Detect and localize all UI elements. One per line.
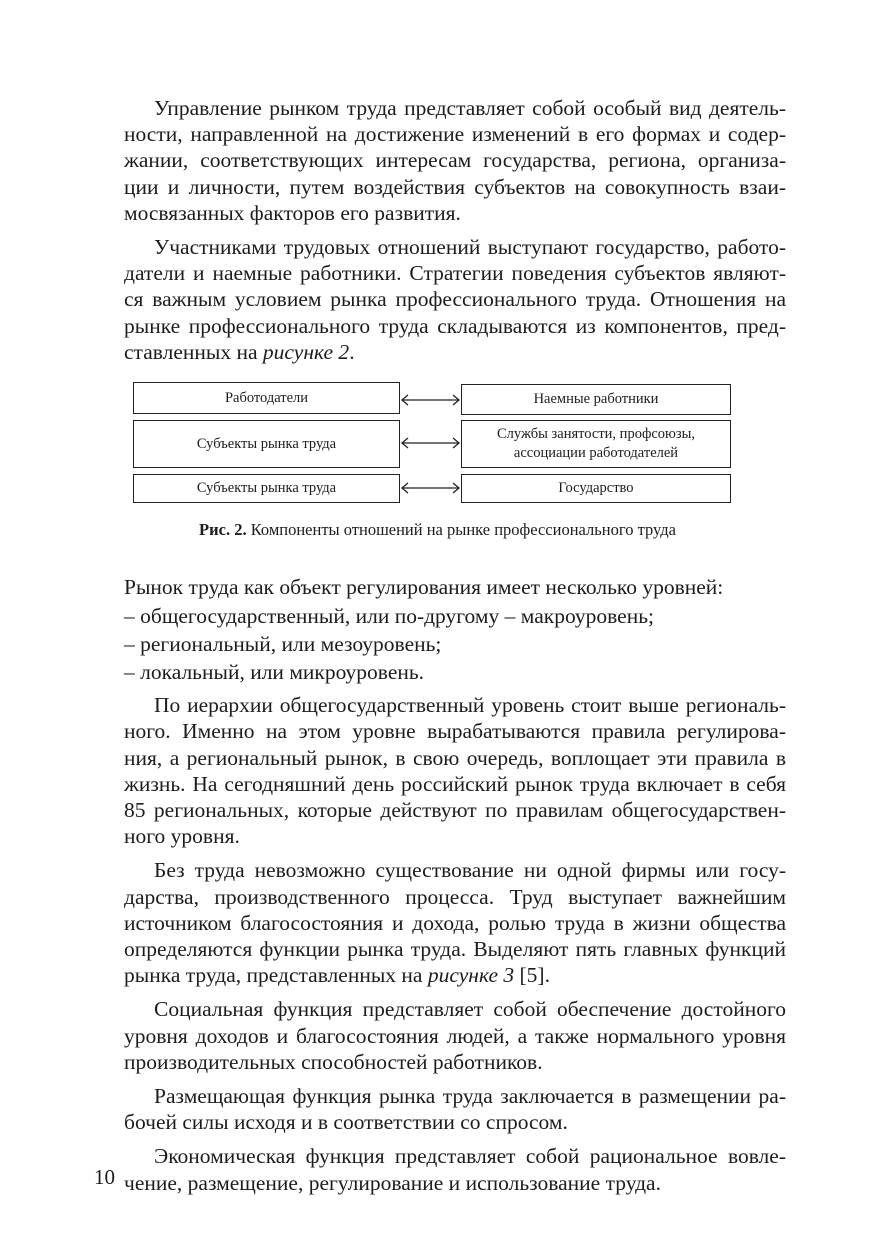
- paragraph-line: дарства, производственного процесса. Труд выступает важнейшим: [124, 884, 786, 909]
- paragraph-line: ся важным условием рынка профессионального труда. Отношения на: [124, 287, 786, 312]
- diagram-box-market-subjects: Субъекты рынка труда: [133, 420, 400, 468]
- paragraph-line: мосвязанных факторов его развития.: [124, 200, 461, 225]
- paragraph-line-text: ставленных на: [124, 339, 263, 364]
- paragraph-line: По иерархии общегосударственный уровень стоит выше региональ-: [154, 693, 786, 718]
- levels-intro: Рынок труда как объект регулирования имеет несколько уровней:: [124, 575, 724, 599]
- relations-diagram: [133, 382, 731, 504]
- figure-label: Рис. 2.: [199, 520, 247, 539]
- levels-list: [94, 602, 786, 686]
- paragraph-line: Экономическая функция представляет собой рациональное вовле-: [154, 1144, 786, 1169]
- paragraph-5: [94, 996, 786, 1075]
- figure-reference: рисунке 3: [427, 963, 515, 988]
- paragraph-line: ного. Именно на этом уровне вырабатываются правила регулирова-: [124, 719, 786, 744]
- paragraph-line: рынке профессионального труда складываются из компонентов, пред-: [124, 313, 786, 338]
- paragraph-1: [94, 95, 786, 226]
- diagram-box-employers: Работодатели: [133, 382, 400, 414]
- double-arrow-icon: [400, 394, 461, 406]
- paragraph-3: [94, 692, 786, 849]
- double-arrow-icon: [400, 437, 461, 449]
- list-item: – региональный, или мезоуровень;: [124, 632, 442, 657]
- page-number: 10: [94, 1165, 115, 1189]
- paragraph-line: Участниками трудовых отношений выступают государство, работо-: [154, 235, 786, 260]
- intro-text-block: [94, 95, 786, 365]
- double-arrow-icon: [400, 482, 461, 494]
- paragraph-line: [94, 339, 786, 365]
- paragraph-line: уровня доходов и благосостояния людей, а также нормального уровня: [124, 1023, 786, 1048]
- paragraph-line-text: .: [349, 339, 355, 364]
- paragraph-7: [94, 1143, 786, 1195]
- paragraph-line: Социальная функция представляет собой обеспечение достойного: [154, 997, 786, 1022]
- paragraph-2: [94, 234, 786, 365]
- main-text-block: [94, 574, 786, 1196]
- diagram-box-market-subjects-2: Субъекты рынка труда: [133, 474, 400, 503]
- paragraph-line: ности, направленной на достижение изменений в его формах и содер-: [124, 122, 786, 147]
- paragraph-line: Размещающая функция рынка труда заключается в размещении ра-: [154, 1084, 786, 1109]
- paragraph-line: жании, соответствующих интересам государства, региона, организа-: [124, 148, 786, 173]
- levels-paragraph: [94, 574, 786, 600]
- paragraph-line: датели и наемные работники. Стратегии поведения субъектов являют-: [124, 261, 786, 286]
- paragraph-line: чение, размещение, регулирование и использование труда.: [124, 1170, 661, 1195]
- list-item: – общегосударственный, или по-другому – макроуровень;: [124, 604, 654, 629]
- paragraph-line: 85 региональных, которые действуют по правилам общегосударствен-: [124, 798, 786, 823]
- paragraph-line: бочей силы исходя и в соответствии со спросом.: [124, 1110, 568, 1135]
- paragraph-line: источником благосостояния и дохода, ролью труда в жизни общества: [124, 910, 786, 935]
- paragraph-line-text: [5].: [514, 963, 550, 988]
- diagram-box-employees: Наемные работники: [461, 384, 731, 415]
- figure-caption-text: Компоненты отношений на рынке профессионального труда: [246, 520, 676, 539]
- paragraph-line: Управление рынком труда представляет собой особый вид деятель-: [154, 96, 786, 120]
- diagram-box-employment-services: Службы занятости, профсоюзы, ассоциации работодателей: [461, 420, 731, 468]
- paragraph-line: производительных способностей работников.: [124, 1049, 543, 1074]
- paragraph-4: [94, 857, 786, 988]
- list-item: – локальный, или микроуровень.: [124, 660, 425, 685]
- paragraph-6: [94, 1083, 786, 1135]
- paragraph-line: ния, а региональный рынок, в свою очередь, воплощает эти правила в: [124, 745, 786, 770]
- paragraph-line: [94, 962, 786, 988]
- figure-caption: [0, 520, 875, 540]
- paragraph-line: Без труда невозможно существование ни одной фирмы или госу-: [154, 858, 786, 883]
- diagram-box-state: Государство: [461, 474, 731, 503]
- paragraph-line: ции и личности, путем воздействия субъектов на совокупность взаи-: [124, 174, 786, 199]
- paragraph-line-text: рынка труда, представленных на: [124, 963, 428, 988]
- paragraph-line: определяются функции рынка труда. Выделяют пять главных функций: [124, 937, 786, 962]
- paragraph-line: ного уровня.: [124, 824, 240, 849]
- paragraph-line: жизнь. На сегодняшний день российский рынок труда включает в себя: [124, 771, 786, 796]
- figure-reference: рисунке 2: [262, 339, 350, 364]
